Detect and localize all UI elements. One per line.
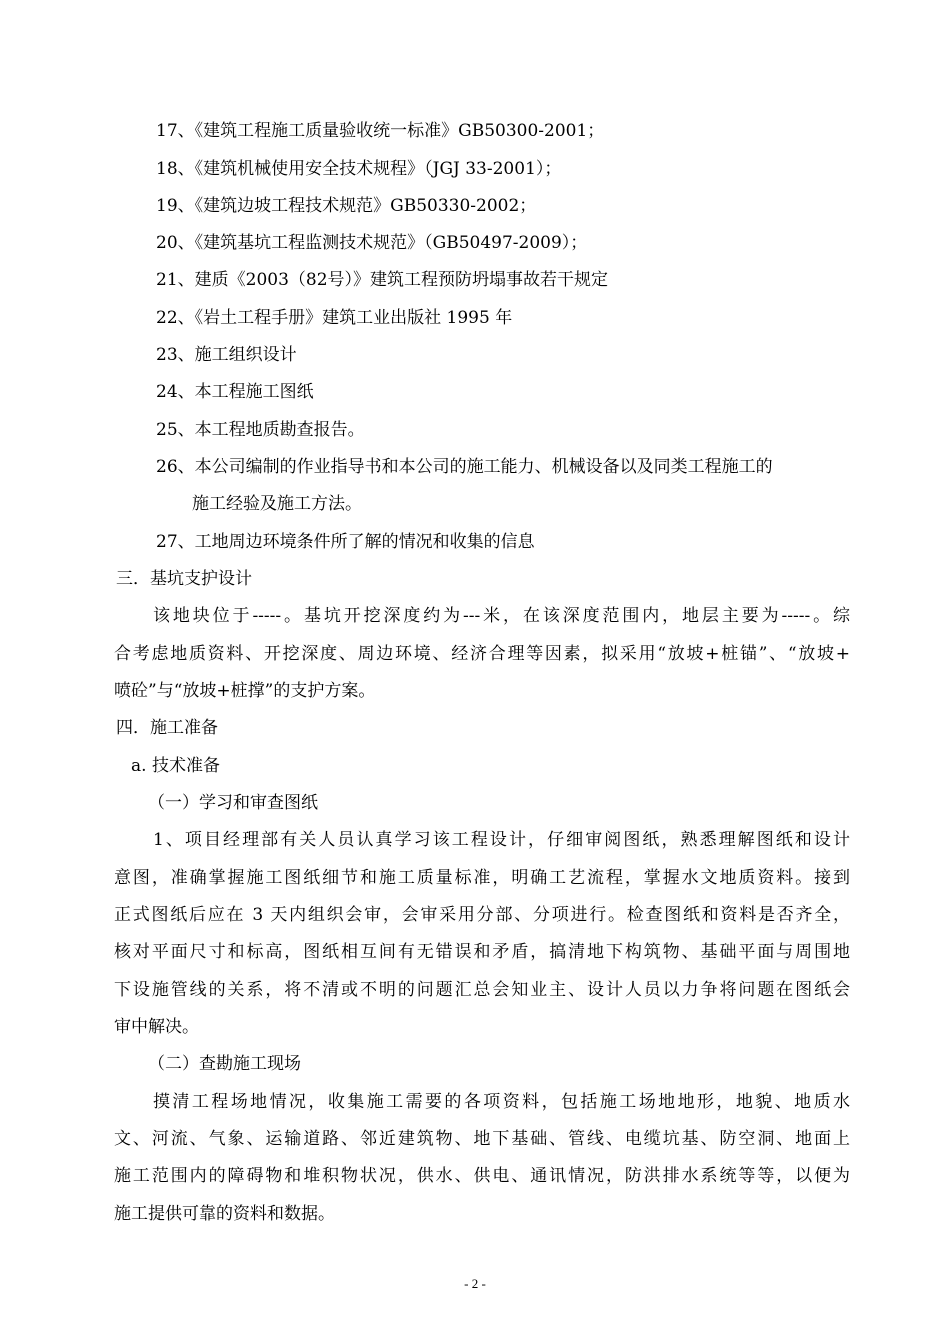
reference-item-24: 24、本工程施工图纸 [156,382,314,402]
section-3-heading: 三．基坑支护设计 [116,569,252,589]
reference-item-17: 17、《建筑工程施工质量验收统一标准》GB50300-2001； [156,121,605,141]
reference-item-26-continued: 施工经验及施工方法。 [192,494,362,514]
reference-item-27: 27、工地周边环境条件所了解的情况和收集的信息 [156,532,535,552]
reference-item-18: 18、《建筑机械使用安全技术规程》（JGJ 33-2001）； [156,159,562,179]
subsection-2-paragraph-line-4: 施工提供可靠的资料和数据。 [114,1204,335,1224]
reference-item-25: 25、本工程地质勘查报告。 [156,420,365,440]
reference-item-19: 19、《建筑边坡工程技术规范》GB50330-2002； [156,196,537,216]
reference-item-22: 22、《岩土工程手册》建筑工业出版社 1995 年 [156,308,513,328]
section-3-paragraph-line-1: 该地块位于-----。基坑开挖深度约为---米，在该深度范围内，地层主要为-----。综 [153,606,850,626]
subsection-2-paragraph-line-1: 摸清工程场地情况，收集施工需要的各项资料，包括施工场地地形，地貌、地质水 [153,1092,850,1112]
reference-item-21: 21、建质《2003（82号）》建筑工程预防坍塌事故若干规定 [156,270,609,290]
subsection-1-paragraph-line-1: 1、项目经理部有关人员认真学习该工程设计，仔细审阅图纸，熟悉理解图纸和设计 [153,830,850,850]
subsection-2-paragraph-line-2: 文、河流、气象、运输道路、邻近建筑物、地下基础、管线、电缆坑基、防空洞、地面上 [114,1129,850,1149]
subsection-1-heading: （一）学习和审查图纸 [148,793,318,813]
reference-item-20: 20、《建筑基坑工程监测技术规范》（GB50497-2009）； [156,233,588,253]
subsection-1-paragraph-line-5: 下设施管线的关系，将不清或不明的问题汇总会知业主、设计人员以力争将问题在图纸会 [114,980,850,1000]
section-3-paragraph-line-2: 合考虑地质资料、开挖深度、周边环境、经济合理等因素，拟采用“放坡+桩锚”、“放坡+ [114,644,850,664]
reference-item-26: 26、本公司编制的作业指导书和本公司的施工能力、机械设备以及同类工程施工的 [156,457,773,477]
subsection-1-paragraph-line-3: 正式图纸后应在 3 天内组织会审，会审采用分部、分项进行。检查图纸和资料是否齐全， [114,905,850,925]
page-number: - 2 - [464,1276,486,1291]
subsection-2-heading: （二）查勘施工现场 [148,1054,301,1074]
subsection-2-paragraph-line-3: 施工范围内的障碍物和堆积物状况，供水、供电、通讯情况，防洪排水系统等等，以便为 [114,1166,850,1186]
subsection-1-paragraph-line-2: 意图，准确掌握施工图纸细节和施工质量标准，明确工艺流程，掌握水文地质资料。接到 [114,868,850,888]
reference-item-23: 23、施工组织设计 [156,345,297,365]
section-3-paragraph-line-3: 喷砼”与“放坡+桩撑”的支护方案。 [114,681,376,701]
subsection-1-paragraph-line-6: 审中解决。 [114,1017,199,1037]
section-4-subsection-a: a. 技术准备 [131,756,220,776]
section-4-heading: 四．施工准备 [116,718,218,738]
subsection-1-paragraph-line-4: 核对平面尺寸和标高，图纸相互间有无错误和矛盾，搞清地下构筑物、基础平面与周围地 [114,942,850,962]
